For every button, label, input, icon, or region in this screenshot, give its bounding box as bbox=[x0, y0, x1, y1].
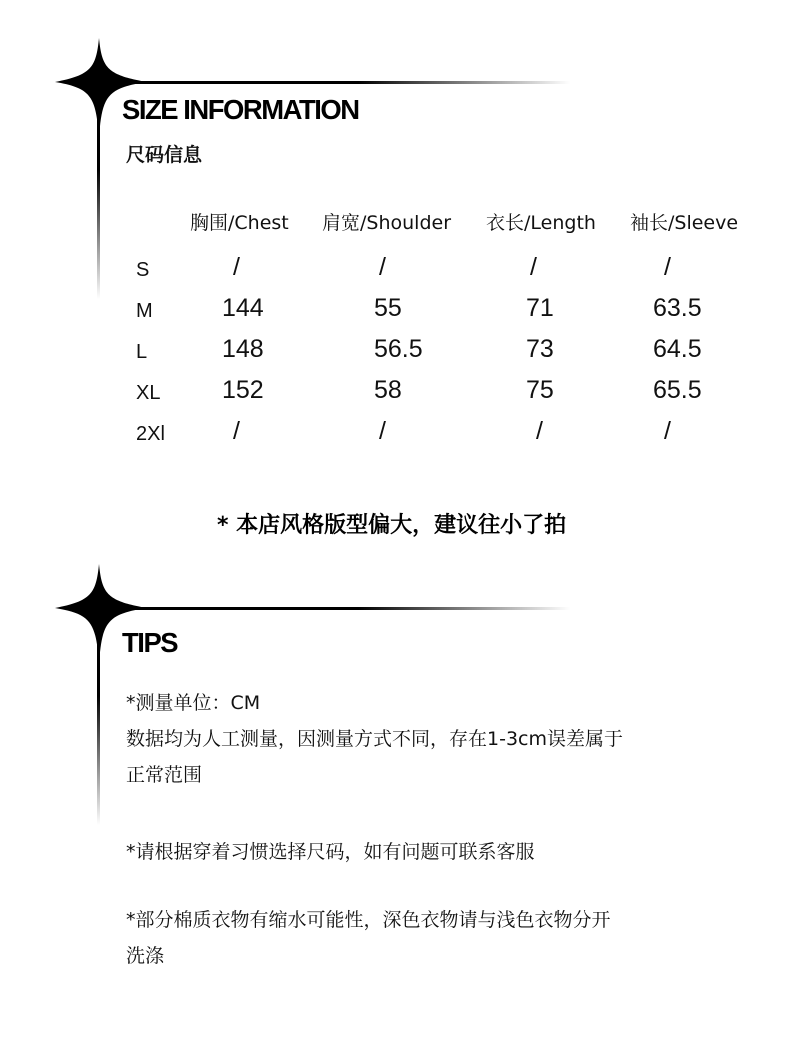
length-value: 73 bbox=[526, 335, 554, 363]
tips-title: TIPS bbox=[122, 627, 178, 658]
size-label: XL bbox=[136, 382, 161, 404]
chest-value: 152 bbox=[222, 376, 264, 404]
sizing-note: * 本店风格版型偏大，建议往小了拍 bbox=[217, 513, 567, 538]
length-value: / bbox=[530, 253, 537, 281]
section-vertical-line bbox=[97, 610, 100, 825]
tip-washing bbox=[126, 902, 726, 974]
tip-choose-size bbox=[126, 834, 726, 870]
shoulder-value: 55 bbox=[374, 294, 402, 322]
section-divider-line bbox=[100, 607, 570, 610]
length-value: 71 bbox=[526, 294, 554, 322]
chest-value: 148 bbox=[222, 335, 264, 363]
shoulder-value: / bbox=[379, 417, 386, 445]
size-label: 2Xl bbox=[136, 423, 165, 445]
sleeve-value: 64.5 bbox=[653, 335, 702, 363]
sleeve-value: / bbox=[664, 253, 671, 281]
chest-value: / bbox=[233, 253, 240, 281]
length-value: 75 bbox=[526, 376, 554, 404]
length-value: / bbox=[536, 417, 543, 445]
tip-line: 正常范围 bbox=[126, 764, 203, 786]
column-header-shoulder: 肩宽/Shoulder bbox=[322, 212, 452, 234]
tip-line: 数据均为人工测量，因测量方式不同，存在1-3cm误差属于 bbox=[126, 728, 623, 750]
chest-value: 144 bbox=[222, 294, 264, 322]
section-vertical-line bbox=[97, 84, 100, 299]
sleeve-value: / bbox=[664, 417, 671, 445]
sleeve-value: 63.5 bbox=[653, 294, 702, 322]
section-divider-line bbox=[100, 81, 570, 84]
column-header-chest: 胸围/Chest bbox=[190, 212, 289, 234]
size-label: S bbox=[136, 259, 150, 281]
tip-measurement-unit bbox=[126, 685, 726, 793]
shoulder-value: 58 bbox=[374, 376, 402, 404]
shoulder-value: 56.5 bbox=[374, 335, 423, 363]
tip-line: *请根据穿着习惯选择尺码，如有问题可联系客服 bbox=[126, 841, 535, 863]
size-information-title: SIZE INFORMATION bbox=[122, 94, 359, 125]
size-information-subtitle: 尺码信息 bbox=[126, 144, 203, 166]
sleeve-value: 65.5 bbox=[653, 376, 702, 404]
shoulder-value: / bbox=[379, 253, 386, 281]
tip-line: 洗涤 bbox=[126, 945, 165, 967]
size-label: M bbox=[136, 300, 153, 322]
column-header-length: 衣长/Length bbox=[486, 212, 596, 234]
tip-line: *测量单位：CM bbox=[126, 692, 261, 714]
size-label: L bbox=[136, 341, 148, 363]
tip-line: *部分棉质衣物有缩水可能性，深色衣物请与浅色衣物分开 bbox=[126, 909, 611, 931]
chest-value: / bbox=[233, 417, 240, 445]
column-header-sleeve: 袖长/Sleeve bbox=[630, 212, 739, 234]
